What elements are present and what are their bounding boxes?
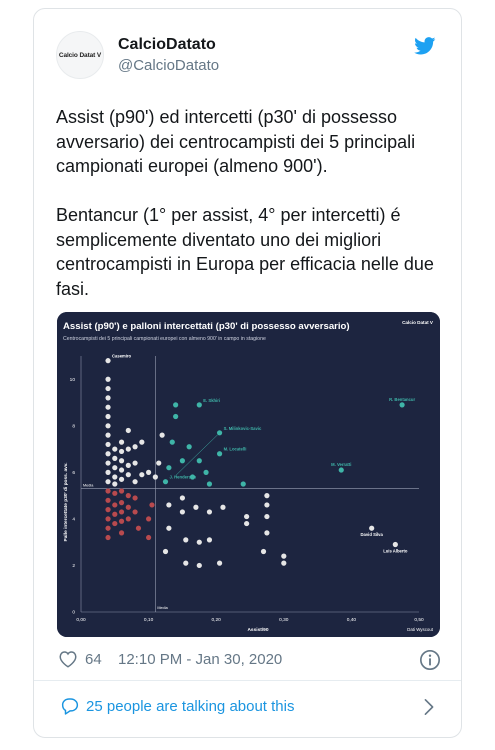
data-point [105,526,110,531]
author-handle[interactable]: @CalcioDatato [118,57,220,74]
data-point [105,488,110,493]
data-point [126,505,131,510]
data-point [261,549,266,554]
point-label: Luis Alberto [383,548,408,554]
data-point [112,502,117,507]
data-point [119,509,124,514]
x-tick-label: 0,00 [76,618,86,623]
point-label: Casemiro [112,353,132,359]
data-point [112,481,117,486]
data-point [105,386,110,391]
source-note: Dati Wyscout [407,627,433,632]
y-tick-label: 6 [72,470,75,476]
conversation-link[interactable] [34,691,461,727]
data-point [220,505,225,510]
data-point [207,509,212,514]
chevron-right-icon[interactable] [423,698,435,716]
data-point [139,472,144,477]
data-point [119,477,124,482]
data-point [173,402,178,407]
y-tick-label: 8 [72,424,75,430]
data-point [112,491,117,496]
median-y-label: Media [83,483,94,488]
point-label: E. Skhiri [203,397,221,403]
y-tick-label: 0 [72,610,75,616]
conversation-text: 25 people are talking about this [86,698,295,715]
data-point [119,458,124,463]
y-tick-label: 2 [72,564,75,570]
data-point [105,377,110,382]
speech-bubble-icon [60,697,80,715]
data-point [126,446,131,451]
data-point [264,493,269,498]
x-tick-label: 0,50 [414,618,424,623]
data-point [281,554,286,559]
x-tick-label: 0,10 [143,618,154,623]
data-point [149,502,154,507]
data-point [281,561,286,566]
median-x-label: Media [157,606,168,610]
data-point [264,502,269,507]
data-point [146,516,151,521]
data-point [132,509,137,514]
data-point [207,537,212,542]
data-point [156,460,161,465]
data-point [264,514,269,519]
labeled-data-point [400,402,405,407]
data-point [105,433,110,438]
like-count[interactable]: 64 [85,651,102,668]
data-point [132,444,137,449]
point-label: David Silva [360,532,383,538]
x-tick-label: 0,20 [211,618,221,623]
data-point [183,561,188,566]
data-point [203,470,208,475]
data-point [163,549,168,554]
data-point [187,444,192,449]
data-point [136,526,141,531]
data-point [126,428,131,433]
point-label: M. Verratti [331,462,352,468]
labeled-data-point [197,402,202,407]
y-tick-label: 4 [72,517,75,523]
data-point [105,479,110,484]
data-point [193,505,198,510]
data-point [126,463,131,468]
point-label: J. Henderson [169,474,197,480]
data-point [217,561,222,566]
data-point [139,440,144,445]
data-point [112,456,117,461]
avatar-logo-text: Calcio Datat V [58,51,102,59]
point-label: M. Locatelli [223,446,247,452]
labeled-data-point [105,358,110,363]
data-point [105,516,110,521]
data-point [146,470,151,475]
data-point [112,521,117,526]
labeled-data-point [163,479,168,484]
data-point [166,502,171,507]
data-point [112,474,117,479]
tweet-card [33,8,462,738]
scatter-chart [57,312,440,637]
point-label: R. Bentancur [389,396,416,402]
data-point [170,440,175,445]
tweet-header [34,9,461,89]
twitter-bird-icon[interactable] [414,37,436,55]
data-point [197,458,202,463]
tweet-timestamp[interactable]: 12:10 PM - Jan 30, 2020 [118,651,283,668]
data-point [105,442,110,447]
data-point [126,493,131,498]
data-point [180,509,185,514]
data-point [119,488,124,493]
data-point [126,516,131,521]
avatar[interactable] [56,31,104,79]
data-point [160,433,165,438]
data-point [105,405,110,410]
data-point [264,530,269,535]
info-icon[interactable] [419,649,441,671]
data-point [119,519,124,524]
labeled-data-point [339,467,344,472]
data-point [119,440,124,445]
data-point [183,537,188,542]
y-axis-label: Palle intercettate p30' di poss. avv. [64,462,69,542]
data-point [119,467,124,472]
data-point [132,460,137,465]
data-point [197,540,202,545]
labeled-data-point [369,526,374,531]
data-point [105,414,110,419]
chart-logo: Calcio Datat V [402,320,433,325]
data-point [119,530,124,535]
data-point [180,495,185,500]
data-point [244,514,249,519]
data-point [180,458,185,463]
tweet-text: Assist (p90') ed intercetti (p30' di possesso avversario) dei centrocampisti dei 5 principali campionati europei (almeno 900'). Bentancur (1° per assist, 4° per intercetti) é semplicemente diventato uno dei migliori centrocampisti in Europa per efficacia nelle due fasi. [56,107,434,299]
data-point [173,414,178,419]
data-point [105,470,110,475]
data-point [105,535,110,540]
data-point [105,423,110,428]
data-point [105,395,110,400]
data-point [166,465,171,470]
x-axis-label: Assist/90 [247,628,269,633]
heart-icon[interactable] [58,650,78,668]
data-point [241,481,246,486]
chart-subtitle: Centrocampisti dei 5 principali campionati europei con almeno 900' in campo in stagione [63,336,266,342]
data-point [105,507,110,512]
data-point [197,563,202,568]
data-point [146,535,151,540]
chart-title: Assist (p90') e palloni intercettati (p30' di possesso avversario) [63,321,350,332]
data-point [126,472,131,477]
data-point [119,449,124,454]
data-point [105,460,110,465]
data-point [132,479,137,484]
labeled-data-point [217,451,222,456]
tweet-meta-row [34,639,461,681]
data-point [132,495,137,500]
data-point [153,474,158,479]
data-point [105,498,110,503]
data-point [119,500,124,505]
data-point [112,465,117,470]
labeled-data-point [217,430,222,435]
x-tick-label: 0,40 [346,618,357,623]
data-point [112,446,117,451]
data-point [105,451,110,456]
x-tick-label: 0,30 [279,618,289,623]
author-name[interactable]: CalcioDatato [118,36,216,53]
data-point [207,481,212,486]
chart-image[interactable] [57,312,440,637]
point-label: S. Milinkovic-Savic [223,425,262,431]
labeled-data-point [393,542,398,547]
data-point [112,512,117,517]
data-point [244,521,249,526]
y-tick-label: 10 [69,377,75,383]
data-point [166,526,171,531]
